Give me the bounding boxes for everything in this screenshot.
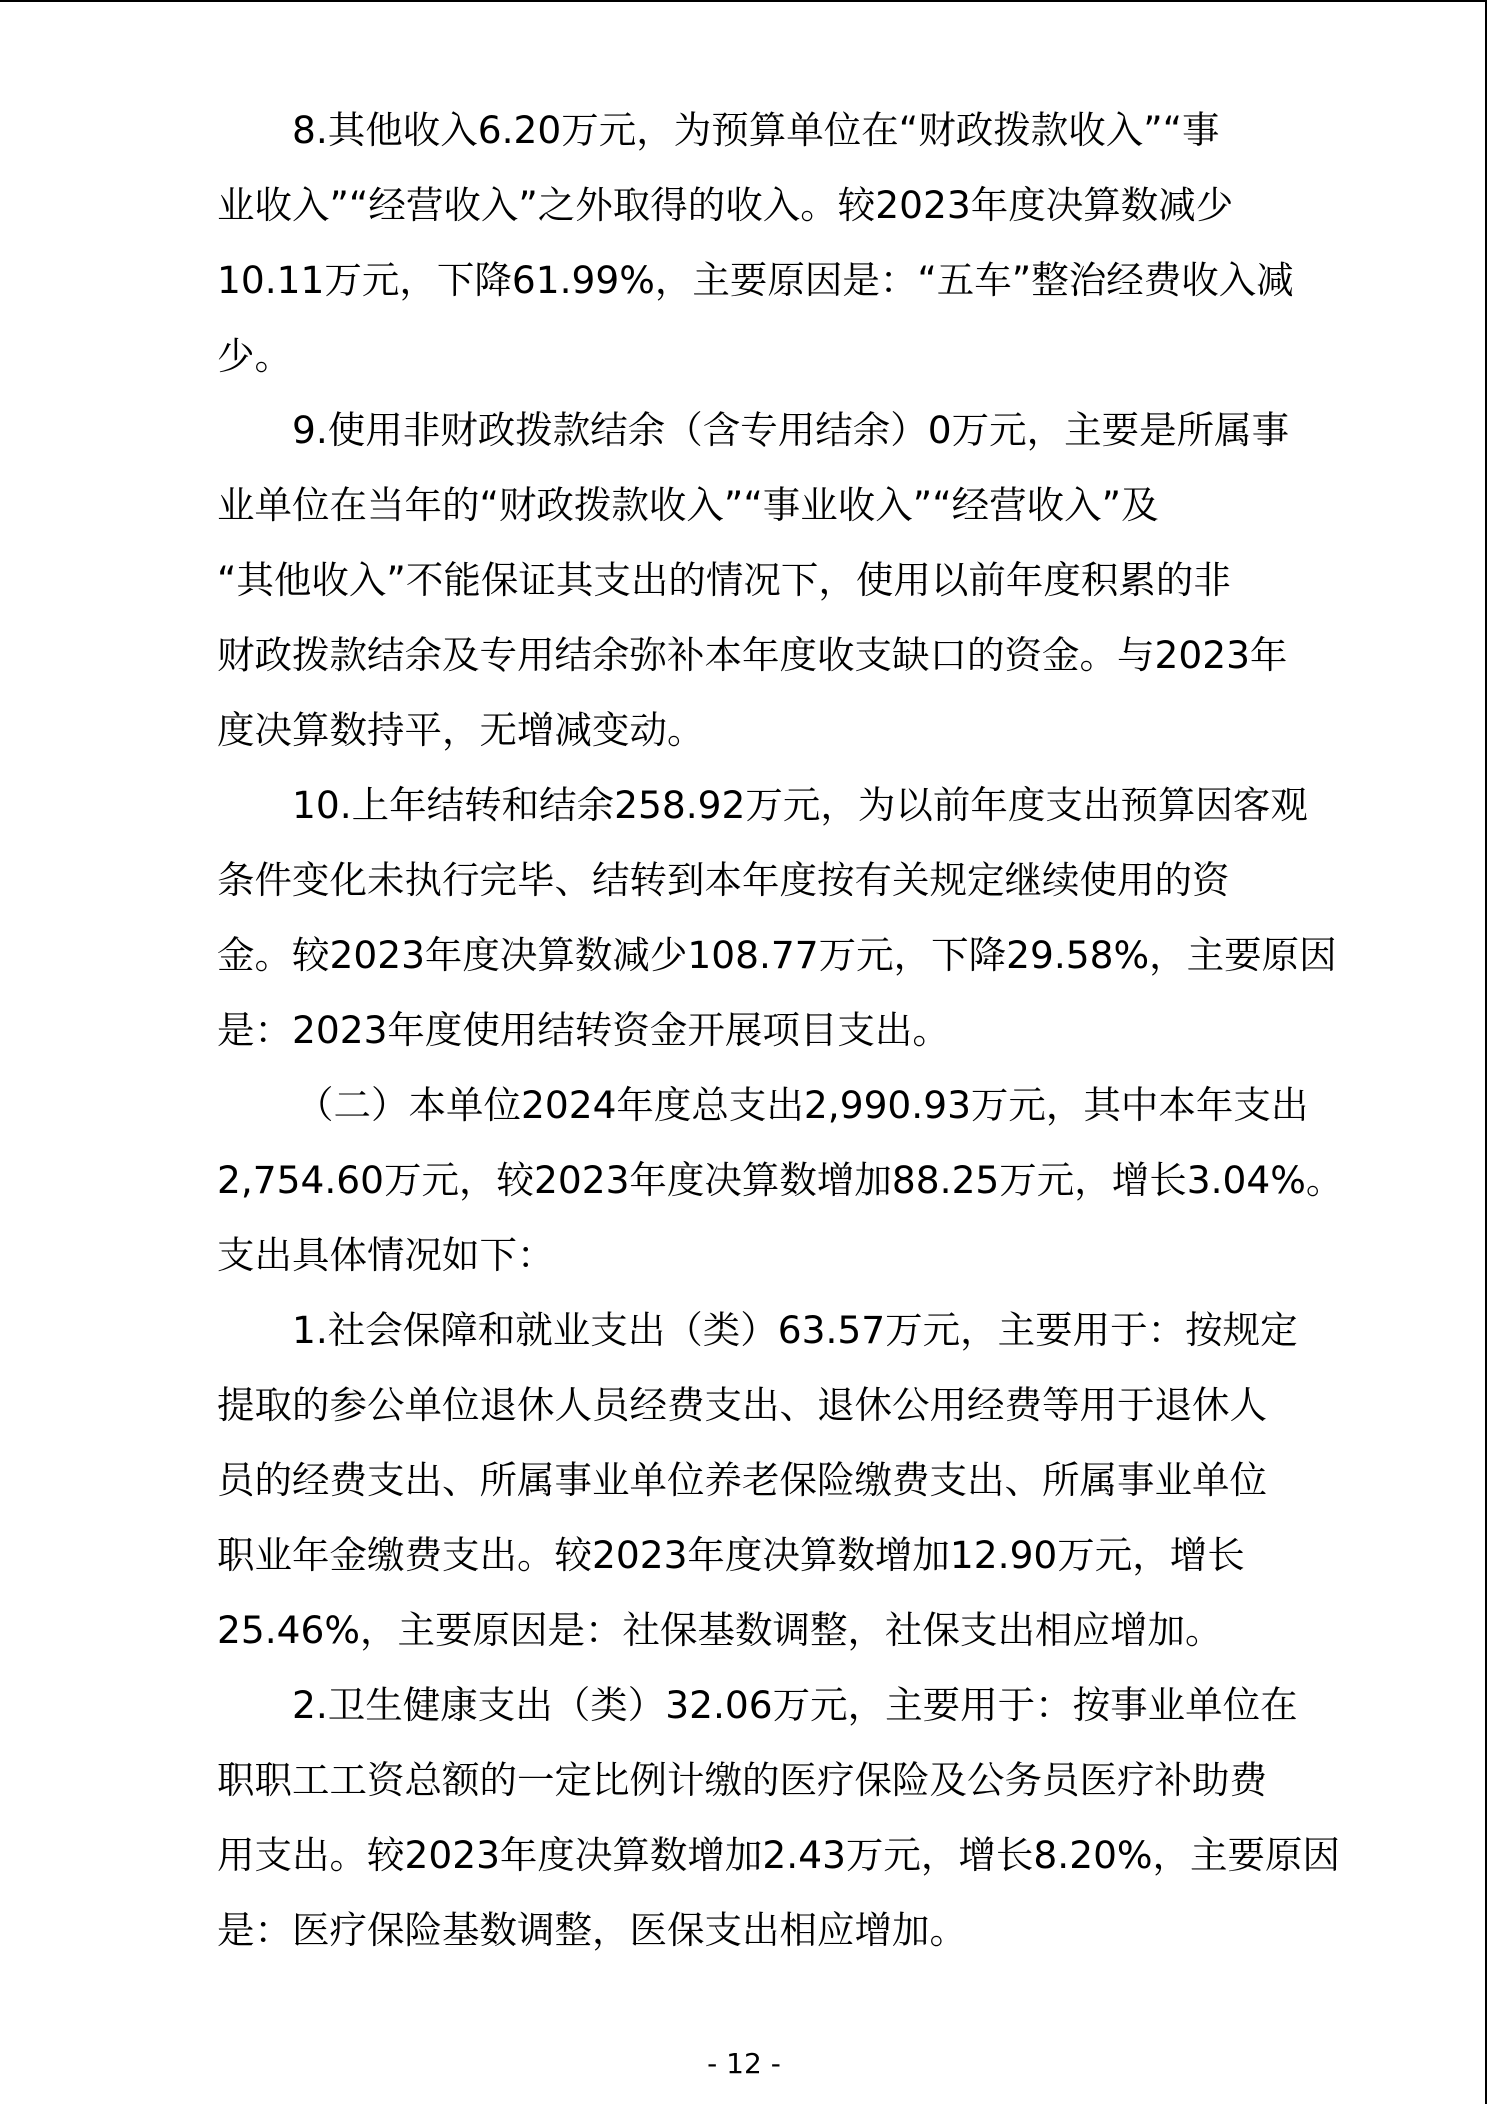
paragraph-line: 10.11万元，下降61.99%，主要原因是：“五车”整治经费收入减: [217, 258, 1294, 302]
paragraph-line: 金。较2023年度决算数减少108.77万元，下降29.58%，主要原因: [217, 933, 1337, 977]
paragraph-line: “其他收入”不能保证其支出的情况下，使用以前年度积累的非: [217, 558, 1231, 602]
paragraph-line: 2,754.60万元，较2023年度决算数增加88.25万元，增长3.04%。: [217, 1158, 1344, 1202]
paragraph-line: 是：医疗保险基数调整，医保支出相应增加。: [217, 1908, 967, 1952]
page-number: - 12 -: [707, 2047, 781, 2080]
paragraph-line: 9.使用非财政拨款结余（含专用结余）0万元，主要是所属事: [292, 408, 1290, 452]
paragraph-line: 度决算数持平，无增减变动。: [217, 708, 705, 752]
paragraph-line: 条件变化未执行完毕、结转到本年度按有关规定继续使用的资: [217, 858, 1230, 902]
paragraph-line: 是：2023年度使用结转资金开展项目支出。: [217, 1008, 950, 1052]
paragraph-line: 职业年金缴费支出。较2023年度决算数增加12.90万元，增长: [217, 1533, 1245, 1577]
paragraph-line: 1.社会保障和就业支出（类）63.57万元，主要用于：按规定: [292, 1308, 1298, 1352]
paragraph-line: 10.上年结转和结余258.92万元，为以前年度支出预算因客观: [292, 783, 1308, 827]
paragraph-line: 2.卫生健康支出（类）32.06万元，主要用于：按事业单位在: [292, 1683, 1298, 1727]
paragraph-line: 业收入”“经营收入”之外取得的收入。较2023年度决算数减少: [217, 183, 1234, 227]
section-heading-line: （二）本单位2024年度总支出2,990.93万元，其中本年支出: [296, 1083, 1309, 1127]
paragraph-line: 少。: [217, 334, 292, 378]
paragraph-line: 用支出。较2023年度决算数增加2.43万元，增长8.20%，主要原因: [217, 1833, 1341, 1877]
paragraph-line: 支出具体情况如下：: [217, 1233, 555, 1277]
paragraph-line: 25.46%，主要原因是：社保基数调整，社保支出相应增加。: [217, 1608, 1223, 1652]
paragraph-line: 职职工工资总额的一定比例计缴的医疗保险及公务员医疗补助费: [217, 1758, 1267, 1802]
paragraph-line: 提取的参公单位退休人员经费支出、退休公用经费等用于退休人: [217, 1383, 1267, 1427]
paragraph-line: 财政拨款结余及专用结余弥补本年度收支缺口的资金。与2023年: [217, 633, 1288, 677]
paragraph-line: 业单位在当年的“财政拨款收入”“事业收入”“经营收入”及: [217, 483, 1159, 527]
paragraph-line: 8.其他收入6.20万元，为预算单位在“财政拨款收入”“事: [292, 108, 1220, 152]
paragraph-line: 员的经费支出、所属事业单位养老保险缴费支出、所属事业单位: [217, 1458, 1267, 1502]
